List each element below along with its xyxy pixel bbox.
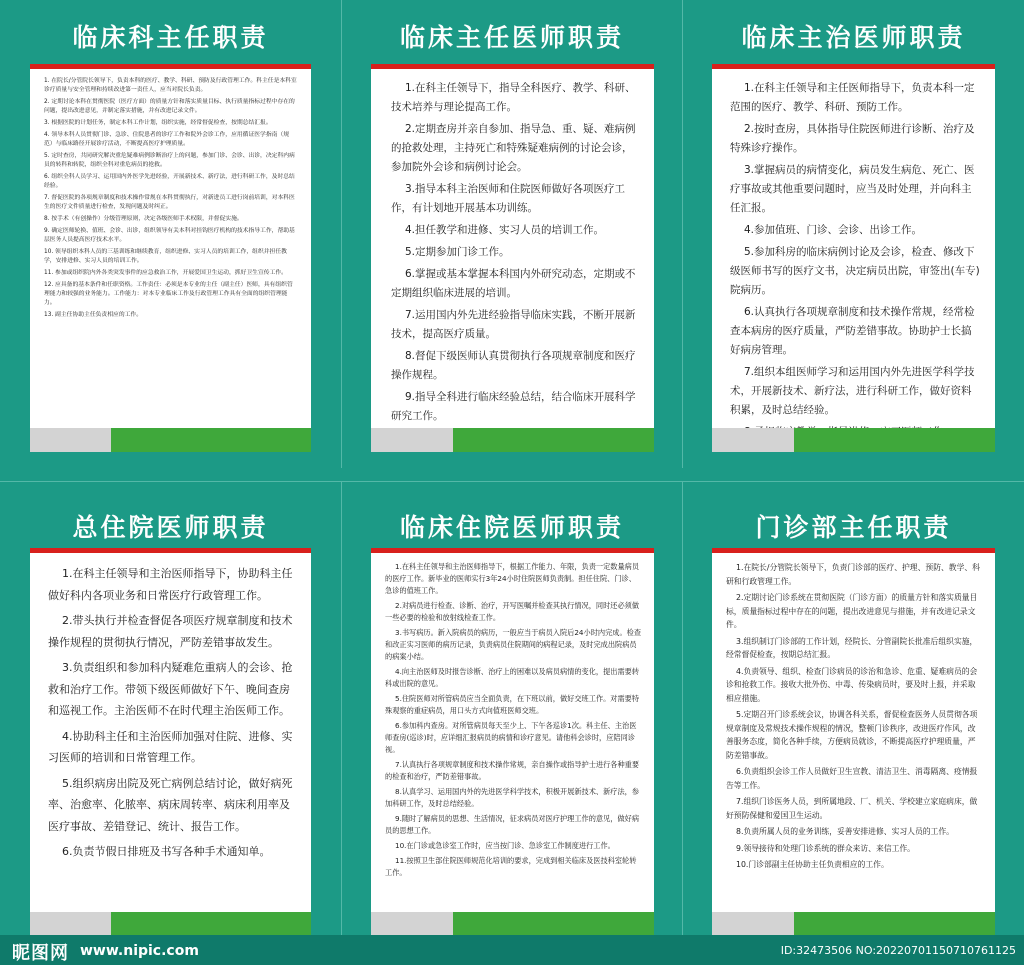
sheet-footer-bar: [371, 912, 654, 936]
duty-item: 4.向主治医师及时报告诊断、治疗上的困难以及病员病情的变化，提出需要转科或出院的意见。: [385, 667, 640, 688]
duty-item: 5.定期参加门诊工作。: [405, 246, 510, 258]
duty-item: 3.指导本科主治医师和住院医师做好各项医疗工作，有计划地开展基本功训练。: [391, 183, 626, 214]
duty-sheet: [371, 64, 654, 452]
panel-title: 总住院医师职责: [72, 513, 269, 542]
duty-item: 1.在科主任领导和主治医师指导下，根据工作能力、年限，负责一定数量病员的医疗工作。新毕业的医师实行3年24小时住院医师负责制。担任住院、门诊、急诊的值班工作。: [385, 562, 640, 595]
duty-item: 3.组织制订门诊部的工作计划，经院长、分管副院长批准后组织实施，经常督促检查，按期总结汇报。: [726, 636, 978, 659]
duty-item: 6. 组织全科人员学习、运用国内外医学先进经验，开展新技术、新疗法，进行科研工作，及时总结经验。: [44, 174, 295, 189]
duty-item: 5.参加科房的临床病例讨论及会诊，检查、修改下级医师书写的医疗文书，决定病员出院，审签出(车专)院病历。: [730, 246, 980, 296]
duty-item: 5.组织病房出院及死亡病例总结讨论，做好病死率、治愈率、化脓率、病床周转率、病床利用率及医疗事故、差错登记、统计、报告工作。: [48, 776, 293, 833]
duty-sheet: [30, 548, 311, 936]
watermark-site-link[interactable]: www.nipic.com: [80, 943, 199, 959]
duty-list: [712, 553, 995, 872]
duty-sheet: [712, 548, 995, 936]
duty-item: 2.带头执行并检查督促各项医疗规章制度和技术操作规程的贯彻执行情况，严防差错事故发生。: [48, 614, 293, 649]
duty-item: 2.按时查房，具体指导住院医师进行诊断、治疗及特殊诊疗操作。: [730, 123, 975, 154]
sheet-footer-bar: [712, 428, 995, 452]
panel-title: 临床科主任职责: [72, 23, 269, 52]
duty-item: 2.对病员进行检查、诊断、治疗，开写医嘱并检查其执行情况，同时还必须做一些必要的检验和放射线检查工作。: [385, 601, 640, 622]
duty-item: 6.负责节假日排班及书写各种手术通知单。: [62, 845, 271, 858]
watermark-bar: [0, 935, 1024, 965]
duty-item: 4.负责领导、组织、检查门诊病员的诊治和急诊、危重、疑难病员的会诊和抢救工作。接收大批外伤、中毒、传染病员时，要及时上报，并采取相应措施。: [726, 666, 978, 703]
sheet-footer-bar: [371, 428, 654, 452]
duty-item: 6.掌握或基本掌握本科国内外研究动态，定期或不定期组织临床进展的培训。: [391, 268, 636, 299]
duty-item: 5. 定时查房，共同研究解决重危疑难病例诊断治疗上的问题，参加门诊、会诊、出诊，决定科内病员的转科和转院，组织全科对重危病员的抢救。: [44, 153, 295, 168]
duty-item: 6.认真执行各项规章制度和技术操作常规，经常检查本病房的医疗质量，严防差错事故。协助护士长搞好病房管理。: [730, 306, 975, 356]
duty-item: 11.按照卫生部住院医师规范化培训的要求，完成到相关临床及医技科室轮转工作。: [385, 856, 637, 877]
panel-chief-resident: [0, 481, 341, 935]
duty-item: 10.在门诊或急诊室工作时，应当按门诊、急诊室工作制度进行工作。: [395, 841, 615, 850]
panel-resident-physician: [341, 481, 682, 935]
panel-outpatient-director: [682, 481, 1024, 935]
duty-item: 1.在科主任领导和主任医师指导下，负责本科一定范围的医疗、教学、科研、预防工作。: [730, 82, 975, 113]
watermark-logo: 昵图网: [12, 943, 69, 964]
duty-item: 8.负责所属人员的业务训练，妥善安排进修、实习人员的工作。: [736, 827, 954, 836]
duty-item: 10. 领导组织本科人员的三基训练和继续教育，组织进修、实习人员的培训工作，组织并担任教学，安排进修、实习人员的培训工作。: [44, 249, 287, 264]
duty-item: 6.参加科内查房。对所管病员每天至少上、下午各巡诊1次。科主任、主治医师查房(巡诊)时，应详细汇报病员的病情和诊疗意见。请他科会诊时，应陪同诊视。: [385, 721, 637, 754]
duty-item: 2.定期查房并亲自参加、指导急、重、疑、难病例的抢救处理，主持死亡和特殊疑难病例的讨论会诊，参加院外会诊和病例讨论会。: [391, 123, 636, 173]
duty-item: 1.在科主任领导下，指导全科医疗、教学、科研、技术培养与理论提高工作。: [391, 82, 636, 113]
duty-sheet: [30, 64, 311, 452]
duty-item: 7.运用国内外先进经验指导临床实践，不断开展新技术，提高医疗质量。: [391, 309, 636, 340]
panel-attending-physician: [682, 0, 1024, 468]
panel-clinical-director: [0, 0, 341, 468]
duty-item: 2. 定期讨论本科在贯彻医院（医疗方面）的质量方针和落实质量目标、执行质量指标过程中存在的问题，提出改进意见，并制定落实措施，并有改进记录文件。: [44, 99, 295, 114]
duty-list: [371, 553, 654, 879]
duty-item: 6.负责组织会诊工作人员做好卫生宣教、清洁卫生、消毒隔离、疫情报告等工作。: [726, 767, 978, 790]
duty-item: 4.参加值班、门诊、会诊、出诊工作。: [744, 224, 923, 236]
duty-list: [712, 69, 995, 442]
duty-item: 3. 根据医院的计划任务，制定本科工作计划，组织实施，经常督促检查，按期总结汇报。: [44, 120, 272, 126]
duty-sheet: [371, 548, 654, 936]
duty-item: 1.在院长/分管院长领导下，负责门诊部的医疗、护理、预防、教学、科研和行政管理工作。: [726, 563, 980, 586]
duty-item: 7.组织本组医师学习和运用国内外先进医学科学技术，开展新技术、新疗法，进行科研工作，做好资料积累，及时总结经验。: [730, 366, 975, 416]
duty-item: 4.担任教学和进修、实习人员的培训工作。: [405, 224, 605, 236]
duty-item: 7. 督促医院的各项规章制度和技术操作常规在本科贯彻执行，对新进员工进行岗前培训，对本科医生的医疗文件质量进行检查，发现问题及时纠正。: [44, 195, 295, 210]
panel-title: 临床主任医师职责: [399, 23, 624, 52]
duty-item: 9.指导全科进行临床经验总结，结合临床开展科学研究工作。: [391, 391, 636, 422]
duty-item: 8. 按手术（有创操作）分级管理原则，决定各级医师手术权限，并督促实施。: [44, 216, 243, 222]
duty-item: 10.门诊部副主任协助主任负责相应的工作。: [736, 860, 889, 869]
duty-item: 7.认真执行各项规章制度和技术操作常规，亲自操作或指导护士进行各种重要的检查和治疗，严防差错事故。: [385, 760, 640, 781]
duty-list: [30, 69, 311, 320]
duty-item: 9.随时了解病员的思想、生活情况，征求病员对医疗护理工作的意见，做好病员的思想工作。: [385, 814, 640, 835]
duty-list: [371, 69, 654, 448]
duty-item: 12. 应具备的基本条件和任职资格。工作责任：必须是本专业的主任（副主任）医师，具有组织管理能力和较强的业务能力。工作能力：对本专业临床工作及行政管理工作具有全面的组织管理能力。: [44, 282, 293, 306]
panel-title: 门诊部主任职责: [755, 513, 952, 542]
duty-item: 4.协助科主任和主治医师加强对住院、进修、实习医师的培训和日常管理工作。: [48, 729, 293, 764]
duty-item: 8.督促下级医师认真贯彻执行各项规章制度和医疗操作规程。: [391, 350, 636, 381]
panel-chief-physician: [341, 0, 682, 468]
duty-list: [30, 553, 311, 863]
duty-item: 1.在科主任领导和主治医师指导下，协助科主任做好科内各项业务和日常医疗行政管理工作。: [48, 567, 293, 602]
sheet-footer-bar: [712, 912, 995, 936]
duty-item: 13. 副主任协助主任负责相应的工作。: [44, 312, 143, 318]
sheet-footer-bar: [30, 428, 311, 452]
duty-item: 2.定期讨论门诊系统在贯彻医院（门诊方面）的质量方针和落实质量目标，质量指标过程中存在的问题，提出改进意见与措施，并有改进记录文件。: [726, 593, 978, 629]
duty-item: 5.定期召开门诊系统会议，协调各科关系，督促检查医务人员贯彻各项规章制度及常规技术操作规程的情况，整顿门诊秩序，改进医疗作风，改善服务态度，简化各种手续，方便病员就诊，不断提高医疗护理质量，严防差错事故。: [726, 710, 978, 760]
duty-item: 7.组织门诊医务人员，到所属地段、厂、机关、学校建立家庭病床，做好预防保健和爱国卫生运动。: [726, 797, 978, 820]
duty-item: 3.掌握病员的病情变化，病员发生病危、死亡、医疗事故或其他重要问题时，应当及时处理，并向科主任汇报。: [730, 164, 975, 214]
duty-sheet: [712, 64, 995, 452]
sheet-footer-bar: [30, 912, 311, 936]
duty-item: 8.认真学习、运用国内外的先进医学科学技术，积极开展新技术、新疗法，参加科研工作，及时总结经验。: [385, 787, 640, 808]
panel-title: 临床住院医师职责: [399, 513, 624, 542]
duty-item: 11. 参加或组织院内外各类突发事件的应急救治工作，开展爱国卫生运动，抓好卫生宣传工作。: [44, 270, 287, 276]
duty-item: 9. 确定医师轮换、值班、会诊、出诊，组织领导有关本科对挂钩医疗机构的技术指导工作，帮助基层医务人员提高医疗技术水平。: [44, 228, 295, 243]
duty-item: 1. 在院长/分管院长领导下，负责本科的医疗、教学、科研、预防及行政管理工作。科主任是本科室诊疗质量与安全管理和持续改进第一责任人，应当对院长负责。: [44, 78, 297, 93]
panel-title: 临床主治医师职责: [741, 23, 966, 52]
duty-item: 3.书写病历。新入院病员的病历，一般应当于病员入院后24小时内完成。检查和改正实习医师的病历记录，负责病员住院期间的病程记录，及时完成出院病员的病案小结。: [385, 628, 642, 661]
watermark-id: ID:32473506 NO:20220701150710761125: [780, 944, 1016, 957]
duty-item: 3.负责组织和参加科内疑难危重病人的会诊、抢救和治疗工作。带领下级医师做好下午、晚间查房和巡视工作。主治医师不在时代理主治医师工作。: [48, 661, 293, 717]
duty-item: 9.领导接待和处理门诊系统的群众来访、来信工作。: [736, 843, 915, 853]
duty-item: 4. 领导本科人员贯彻门诊、急诊、住院患者的诊疗工作和院外会诊工作，应用循证医学指南（规范）与临床路径开展诊疗活动，不断提高医疗护理质量。: [44, 132, 290, 147]
duty-item: 5.住院医师对所管病员应当全面负责，在下班以前，做好交班工作。对需要特殊观察的重症病员，用口头方式向值班医师交班。: [385, 694, 640, 715]
